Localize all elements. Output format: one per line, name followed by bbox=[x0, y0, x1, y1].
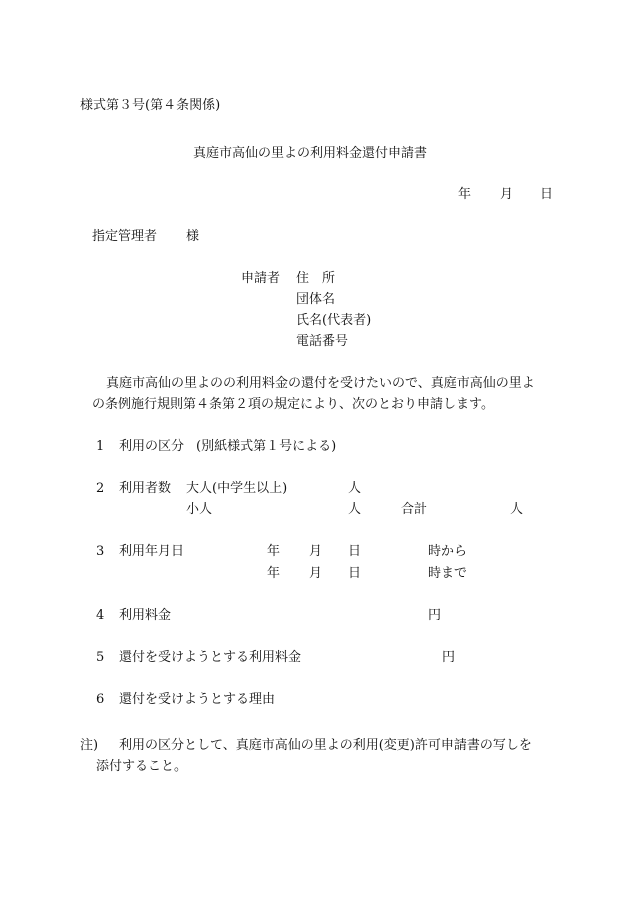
item3-end-year: 年 bbox=[267, 566, 281, 581]
item3-start-month: 月 bbox=[309, 544, 323, 559]
item5-label: 還付を受けようとする利用料金 bbox=[119, 650, 302, 665]
applicant-label: 申請者 bbox=[241, 271, 281, 286]
item2-adult-unit: 人 bbox=[348, 481, 362, 496]
form-number: 様式第３号(第４条関係) bbox=[80, 98, 221, 113]
body-text-line2: の条例施行規則第４条第２項の規定により、次のとおり申請します。 bbox=[92, 397, 494, 412]
item3-start-time: 時から bbox=[428, 544, 468, 559]
item5-yen: 円 bbox=[442, 650, 456, 665]
item2-label: 利用者数 bbox=[119, 481, 172, 496]
date-day: 日 bbox=[540, 187, 554, 202]
item1-number: 1 bbox=[96, 439, 105, 454]
item2-total-label: 合計 bbox=[401, 502, 428, 517]
document-title: 真庭市高仙の里よの利用料金還付申請書 bbox=[193, 146, 428, 161]
applicant-name: 氏名(代表者) bbox=[296, 313, 372, 328]
item2-adult-label: 大人(中学生以上) bbox=[186, 481, 288, 496]
note-mark: 注) bbox=[80, 738, 99, 753]
note-line2: 添付すること。 bbox=[96, 759, 188, 774]
item2-child-unit: 人 bbox=[348, 502, 362, 517]
item3-end-time: 時まで bbox=[428, 566, 468, 581]
applicant-organization: 団体名 bbox=[296, 292, 336, 307]
item2-number: 2 bbox=[96, 481, 105, 496]
addressee-name: 指定管理者 bbox=[92, 229, 158, 244]
item1-label: 利用の区分 bbox=[119, 439, 185, 454]
item2-child-label: 小人 bbox=[186, 502, 213, 517]
item1-note: (別紙様式第１号による) bbox=[196, 439, 337, 454]
date-month: 月 bbox=[500, 187, 514, 202]
note-line1: 利用の区分として、真庭市高仙の里よの利用(変更)許可申請書の写しを bbox=[119, 738, 532, 753]
item2-total-unit: 人 bbox=[510, 502, 524, 517]
item4-label: 利用料金 bbox=[119, 608, 172, 623]
applicant-phone: 電話番号 bbox=[296, 334, 349, 349]
item3-label: 利用年月日 bbox=[119, 544, 185, 559]
item3-start-day: 日 bbox=[348, 544, 362, 559]
item3-number: 3 bbox=[96, 544, 105, 559]
item5-number: 5 bbox=[96, 650, 105, 665]
item6-number: 6 bbox=[96, 692, 105, 707]
addressee-honorific: 様 bbox=[186, 229, 200, 244]
applicant-address: 住 所 bbox=[296, 271, 336, 286]
item4-number: 4 bbox=[96, 608, 105, 623]
item3-start-year: 年 bbox=[267, 544, 281, 559]
item3-end-day: 日 bbox=[348, 566, 362, 581]
item6-label: 還付を受けようとする理由 bbox=[119, 692, 276, 707]
item3-end-month: 月 bbox=[309, 566, 323, 581]
body-text-line1: 真庭市高仙の里よのの利用料金の還付を受けたいので、真庭市高仙の里よ bbox=[106, 376, 535, 391]
item4-yen: 円 bbox=[428, 608, 442, 623]
date-year: 年 bbox=[458, 187, 472, 202]
